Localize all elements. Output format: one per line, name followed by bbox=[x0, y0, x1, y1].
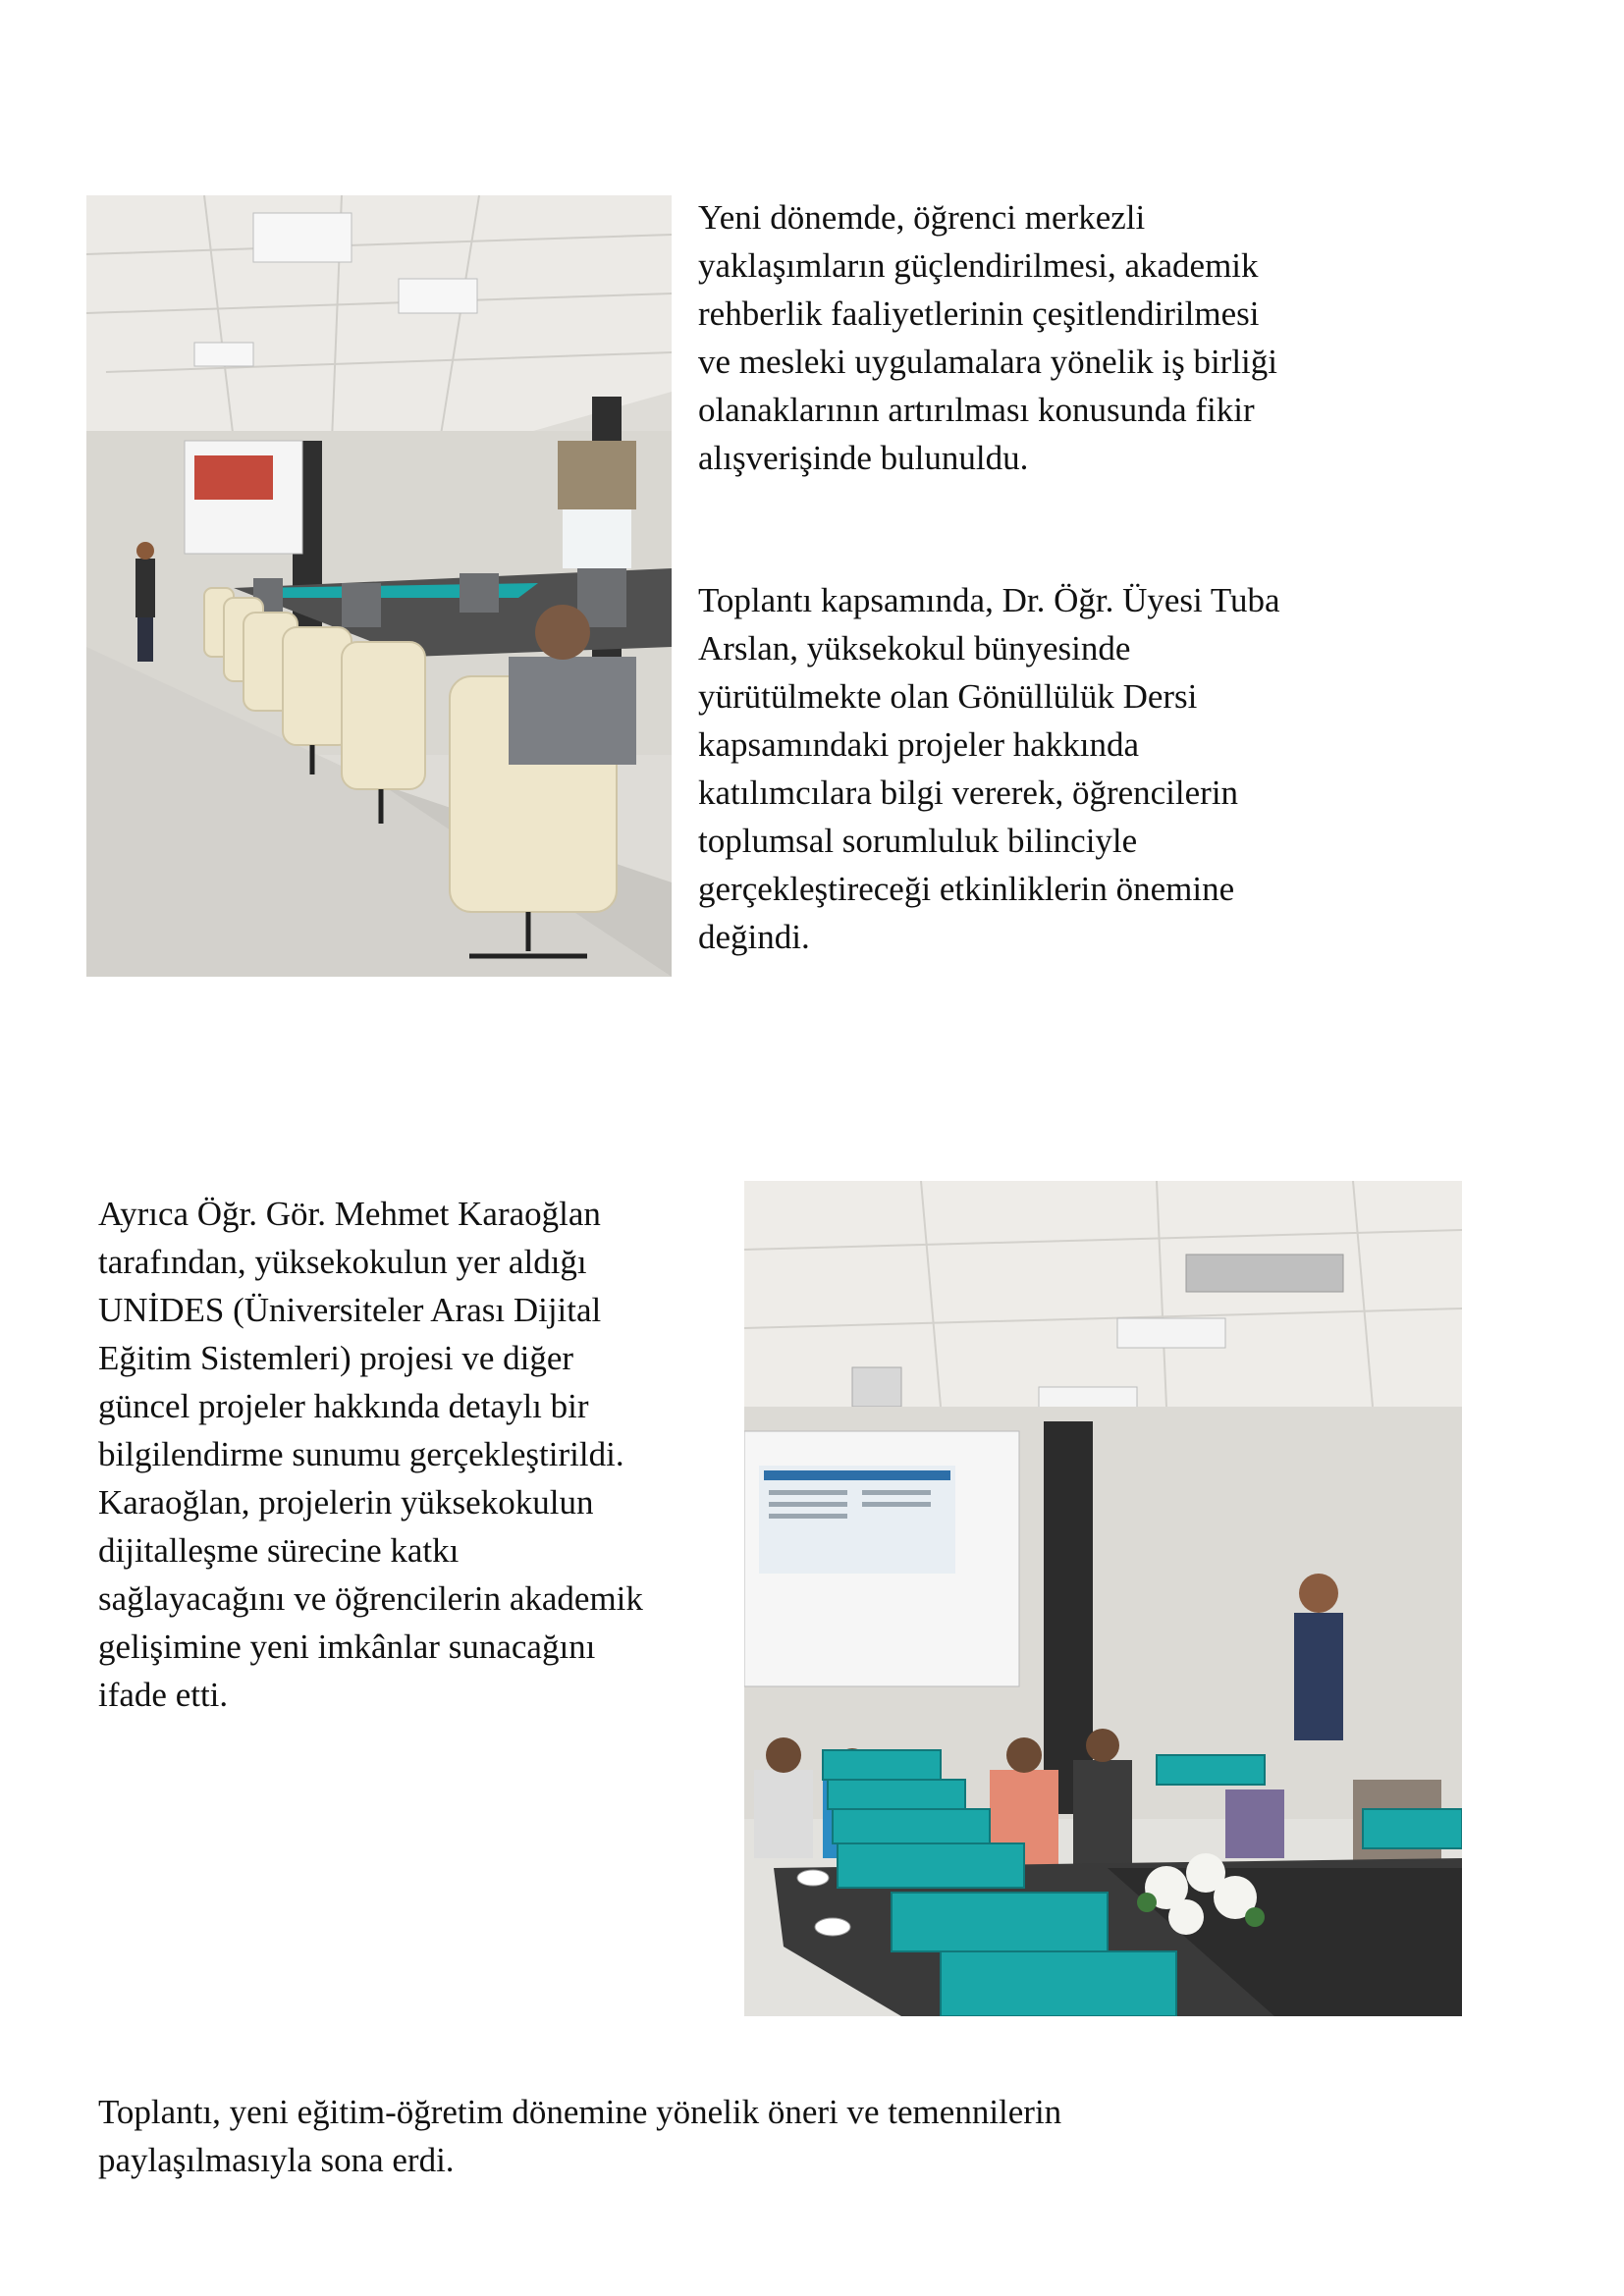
paragraph-1: Yeni dönemde, öğrenci merkezli yaklaşımların güçlendirilmesi, akademik rehberlik faaliyetlerinin çeşitlendirilmesi ve mesleki uygulamalara yönelik iş birliği olanaklarının artırılması konusunda fikir alışverişinde bulunuldu. bbox=[698, 198, 1277, 477]
paragraph-4: Toplantı, yeni eğitim-öğretim dönemine yönelik öneri ve temennilerin paylaşılmasıyla sona erdi. bbox=[98, 2093, 1062, 2179]
paragraph-3: Ayrıca Öğr. Gör. Mehmet Karaoğlan tarafından, yüksekokulun yer aldığı UNİDES (Üniversiteler Arası Dijital Eğitim Sistemleri) projesi ve diğer güncel projeler hakkında detaylı bir bilgilendirme sunumu gerçekleştirildi. Karaoğlan, projelerin yüksekokulun dijitalleşme sürecine katkı sağlayacağını ve öğrencilerin akademik gelişimine yeni imkânlar sunacağını ifade etti. bbox=[98, 1195, 643, 1714]
meeting-photo-2 bbox=[744, 1181, 1462, 2016]
meeting-photo-1 bbox=[86, 195, 672, 977]
paragraph-2: Toplantı kapsamında, Dr. Öğr. Üyesi Tuba Arslan, yüksekokul bünyesinde yürütülmekte olan Gönüllülük Dersi kapsamındaki projeler hakkında katılımcılara bilgi vererek, öğrencilerin toplumsal sorumluluk bilinciyle gerçekleştireceği etkinliklerin önemine değindi. bbox=[698, 581, 1280, 956]
